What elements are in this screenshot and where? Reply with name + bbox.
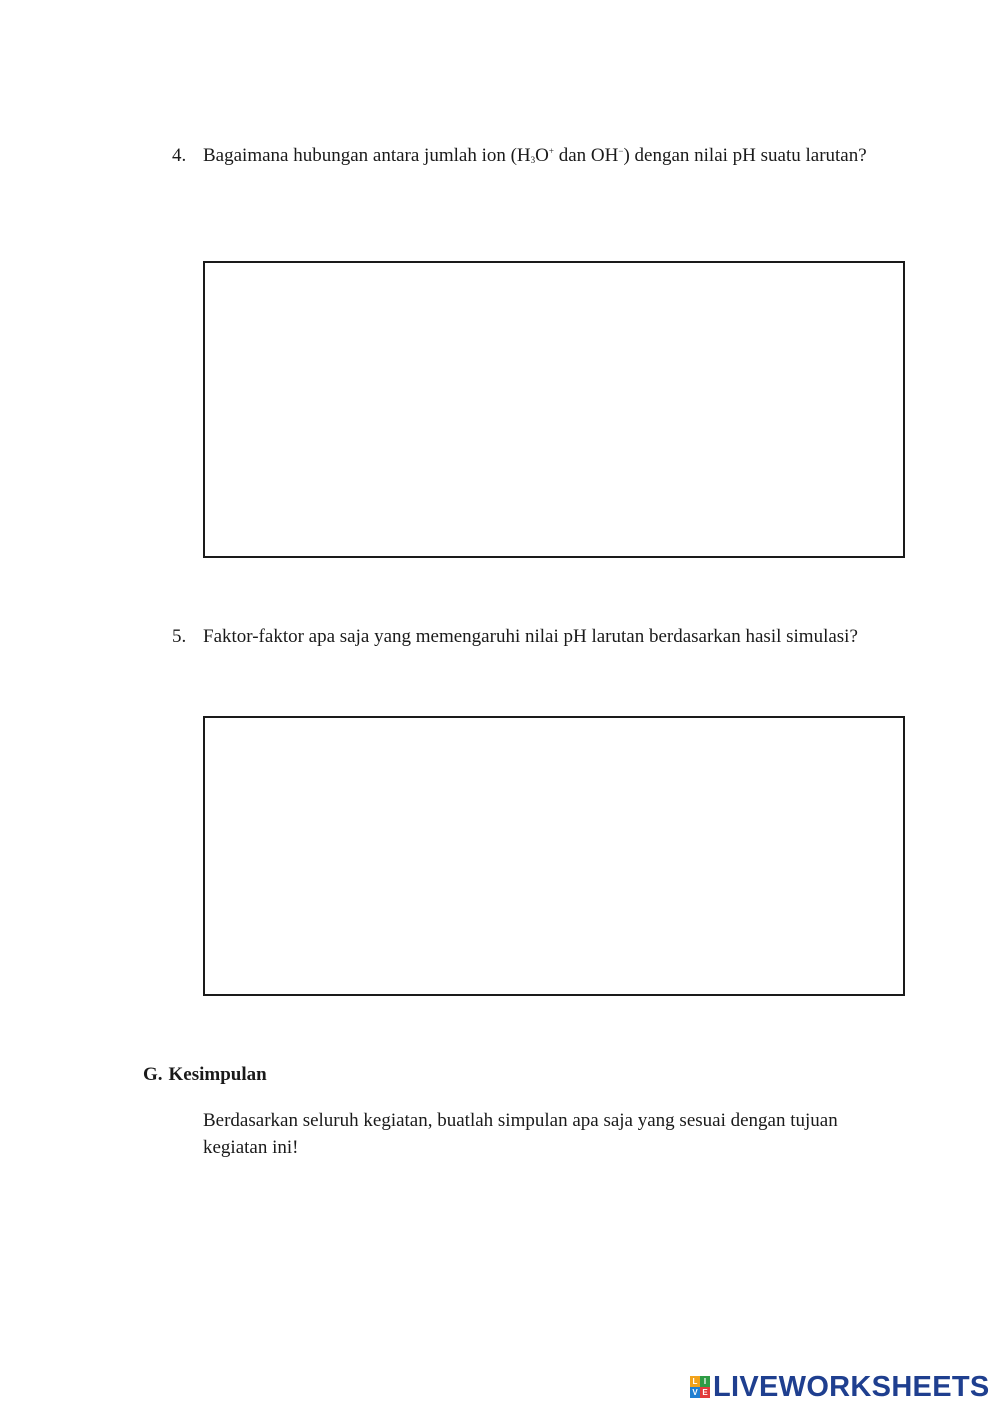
section-title: Kesimpulan — [168, 1064, 267, 1085]
question-text-part: dan OH — [553, 145, 619, 166]
question-number: 4. — [172, 145, 187, 166]
logo-tile: I — [700, 1376, 710, 1387]
superscript: − — [618, 146, 624, 156]
subscript: 3 — [530, 155, 536, 165]
question-text-part: ) dengan nilai pH suatu larutan? — [623, 145, 867, 166]
question-text-part: O — [535, 145, 549, 166]
logo-tile: E — [700, 1387, 710, 1398]
section-instruction: Berdasarkan seluruh kegiatan, buatlah simpulan apa saja yang sesuai dengan tujuan kegiatan ini! — [203, 1110, 838, 1158]
logo-text: LIVEWORKSHEETS — [713, 1370, 990, 1403]
section-heading — [143, 1061, 267, 1088]
question-text-part: Bagaimana hubungan antara jumlah ion (H — [203, 145, 531, 166]
question-text: Faktor-faktor apa saja yang memengaruhi nilai pH larutan berdasarkan hasil simulasi? — [203, 626, 858, 647]
liveworksheets-logo — [690, 1370, 990, 1404]
question-number: 5. — [172, 626, 187, 647]
logo-tile: L — [690, 1376, 700, 1387]
logo-tile: V — [690, 1387, 700, 1398]
logo-icon — [690, 1376, 710, 1398]
question-text — [203, 142, 883, 169]
answer-box-5[interactable] — [203, 716, 905, 996]
section-letter: G. — [143, 1064, 163, 1085]
answer-box-4[interactable] — [203, 261, 905, 558]
superscript: + — [548, 146, 554, 156]
